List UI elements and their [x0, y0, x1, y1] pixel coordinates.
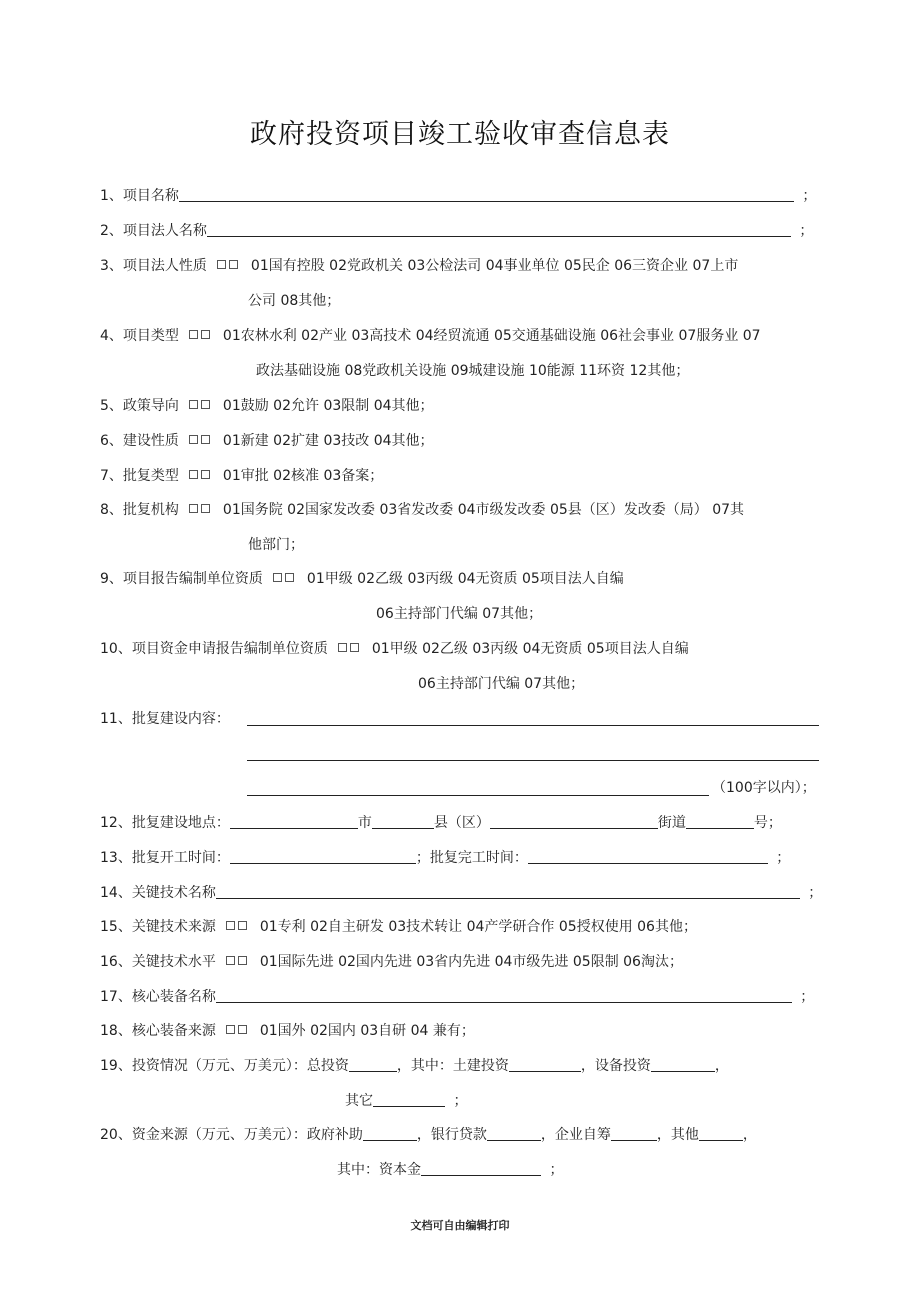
item-core-equipment-name: 17、核心装备名称 ； [100, 989, 815, 1005]
self-raised-field[interactable] [611, 1126, 657, 1141]
item-fund-source: 20、资金来源（万元、万美元）：政府补助 ，银行贷款 ，企业自筹 ，其他 ， [100, 1127, 757, 1143]
item-20-continuation: 其中：资本金 ； [337, 1162, 564, 1178]
item-4-continuation: 政法基础设施 08党政机关设施 09城建设施 10能源 11环资 12其他； [256, 363, 690, 379]
item-legal-person-name: 2、项目法人名称 ； [100, 223, 814, 239]
code-boxes[interactable] [189, 326, 213, 346]
code-boxes[interactable] [338, 639, 362, 659]
item-fund-report-unit-qualification: 10、项目资金申请报告编制单位资质 01甲级 02乙级 03丙级 04无资质 05项目法人自编 [100, 641, 689, 657]
code-boxes[interactable] [189, 500, 213, 520]
item-project-name: 1、项目名称 ； [100, 188, 817, 204]
item-8-continuation: 他部门； [248, 537, 304, 553]
code-boxes[interactable] [189, 466, 213, 486]
item-policy-orientation: 5、政策导向 01鼓励 02允许 03限制 04其他； [100, 398, 434, 414]
code-boxes[interactable] [273, 569, 297, 589]
total-investment-field[interactable] [349, 1057, 397, 1072]
code-boxes[interactable] [226, 952, 250, 972]
equipment-investment-field[interactable] [651, 1057, 715, 1072]
city-field[interactable] [230, 814, 358, 829]
government-subsidy-field[interactable] [363, 1126, 417, 1141]
code-boxes[interactable] [226, 917, 250, 937]
code-boxes[interactable] [226, 1021, 250, 1041]
project-name-field[interactable] [179, 187, 794, 202]
item-key-technology-source: 15、关键技术来源 01专利 02自主研发 03技术转让 04产学研合作 05授权使用 06其他； [100, 919, 697, 935]
item-construction-location: 12、批复建设地点： 市 县（区） 街道 号； [100, 815, 782, 831]
approved-content-line-3[interactable] [247, 795, 709, 796]
item-report-unit-qualification: 9、项目报告编制单位资质 01甲级 02乙级 03丙级 04无资质 05项目法人自编 [100, 571, 624, 587]
code-boxes[interactable] [217, 256, 241, 276]
item-start-finish-time: 13、批复开工时间： ；批复完工时间： ； [100, 850, 791, 866]
county-field[interactable] [372, 814, 434, 829]
page-title: 政府投资项目竣工验收审查信息表 [250, 119, 670, 150]
approved-content-line-2[interactable] [247, 760, 819, 761]
item-approval-agency: 8、批复机构 01国务院 02国家发改委 03省发改委 04市级发改委 05县（区）发改委（局） 07其 [100, 502, 745, 518]
item-core-equipment-source: 18、核心装备来源 01国外 02国内 03自研 04 兼有； [100, 1023, 475, 1039]
capital-fund-field[interactable] [421, 1161, 541, 1176]
code-boxes[interactable] [189, 396, 213, 416]
approved-content-line-1[interactable] [247, 725, 819, 726]
finish-time-field[interactable] [528, 849, 768, 864]
number-field[interactable] [686, 814, 754, 829]
item-9-continuation: 06主持部门代编 07其他； [376, 606, 543, 622]
footer-note: 文档可自由编辑打印 [410, 1219, 510, 1232]
item-key-technology-name: 14、关键技术名称 ； [100, 885, 823, 901]
other-fund-field[interactable] [699, 1126, 743, 1141]
civil-investment-field[interactable] [509, 1057, 581, 1072]
key-technology-name-field[interactable] [216, 884, 800, 899]
word-limit-note: （100字以内）； [712, 780, 816, 796]
code-boxes[interactable] [189, 431, 213, 451]
bank-loan-field[interactable] [487, 1126, 541, 1141]
item-key-technology-level: 16、关键技术水平 01国际先进 02国内先进 03省内先进 04市级先进 05限制 06淘汰； [100, 954, 683, 970]
item-10-continuation: 06主持部门代编 07其他； [418, 676, 585, 692]
item-3-continuation: 公司 08其他； [248, 293, 341, 309]
other-investment-field[interactable] [373, 1092, 445, 1107]
item-approved-content: 11、批复建设内容： [100, 711, 230, 727]
item-approval-type: 7、批复类型 01审批 02核准 03备案； [100, 468, 384, 484]
item-project-type: 4、项目类型 01农林水利 02产业 03高技术 04经贸流通 05交通基础设施 06社会事业 07服务业 07 [100, 328, 761, 344]
item-legal-person-nature: 3、项目法人性质 01国有控股 02党政机关 03公检法司 04事业单位 05民企 06三资企业 07上市 [100, 258, 739, 274]
core-equipment-name-field[interactable] [216, 988, 792, 1003]
item-construction-nature: 6、建设性质 01新建 02扩建 03技改 04其他； [100, 433, 434, 449]
street-field[interactable] [490, 814, 658, 829]
legal-person-name-field[interactable] [207, 222, 791, 237]
item-19-continuation: 其它 ； [345, 1093, 468, 1109]
item-investment: 19、投资情况（万元、万美元）：总投资 ，其中：土建投资 ，设备投资 ， [100, 1058, 729, 1074]
start-time-field[interactable] [230, 849, 416, 864]
